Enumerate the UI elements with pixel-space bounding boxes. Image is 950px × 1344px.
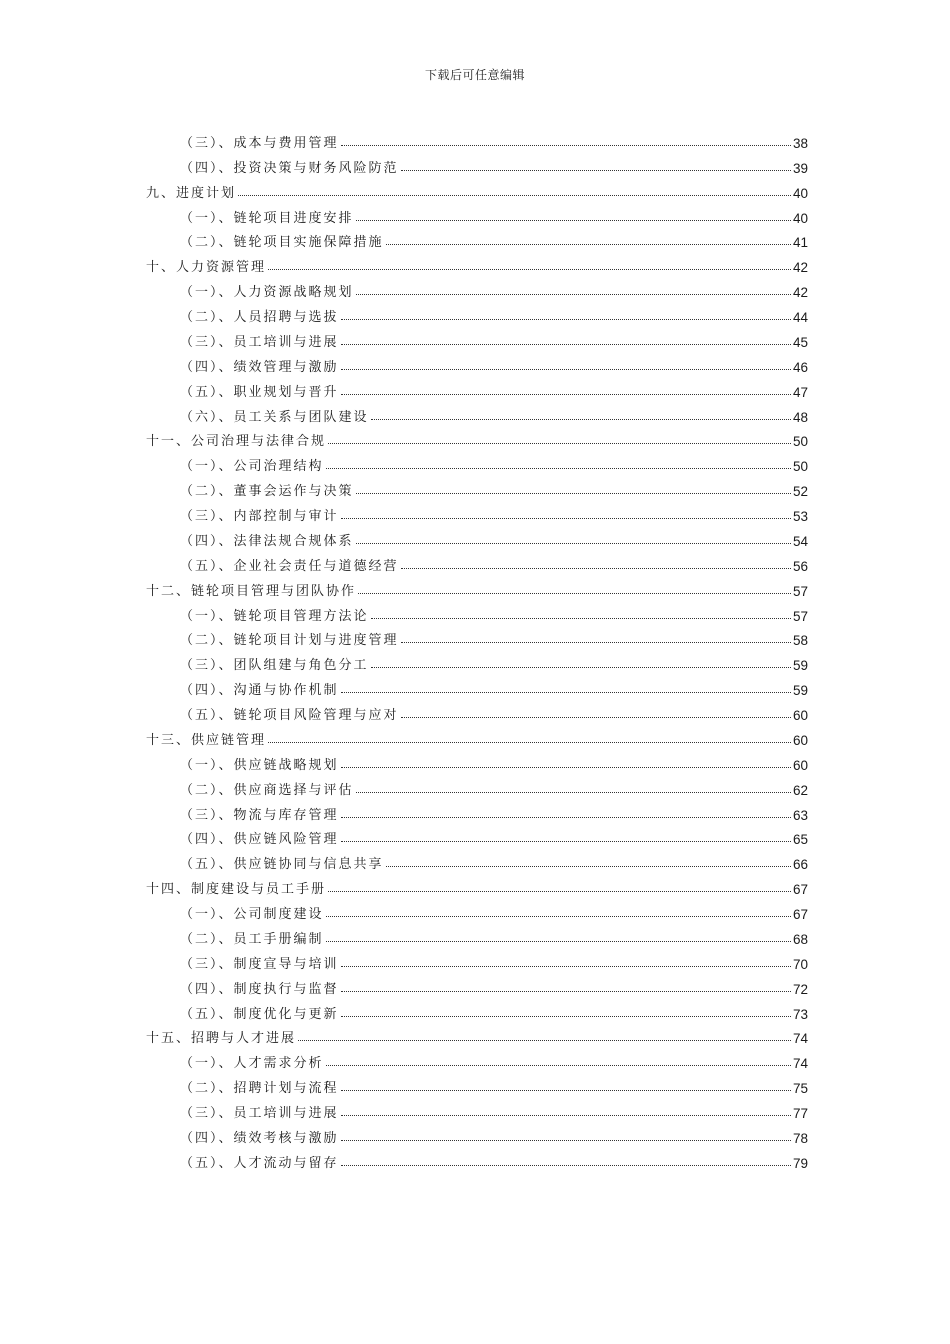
toc-page-number: 39 bbox=[792, 160, 808, 176]
toc-entry-title: 十二、链轮项目管理与团队协作 bbox=[146, 583, 357, 599]
table-of-contents bbox=[146, 126, 808, 1171]
toc-page-number: 74 bbox=[792, 1031, 808, 1047]
toc-section-entry[interactable] bbox=[146, 773, 808, 798]
toc-section-entry[interactable] bbox=[146, 922, 808, 947]
toc-entry-title: （五）、人才流动与留存 bbox=[180, 1155, 339, 1171]
toc-page-number: 40 bbox=[792, 210, 808, 226]
toc-page-number: 42 bbox=[792, 285, 808, 301]
toc-entry-title: （四）、法律法规合规体系 bbox=[180, 533, 354, 549]
toc-chapter-entry[interactable] bbox=[146, 425, 808, 450]
dot-leader bbox=[401, 169, 791, 171]
dot-leader bbox=[358, 592, 791, 594]
toc-page-number: 68 bbox=[792, 931, 808, 947]
toc-entry-title: 十三、供应链管理 bbox=[146, 732, 267, 748]
toc-page-number: 63 bbox=[792, 807, 808, 823]
toc-page-number: 58 bbox=[792, 633, 808, 649]
toc-section-entry[interactable] bbox=[146, 997, 808, 1022]
toc-page-number: 57 bbox=[792, 583, 808, 599]
toc-section-entry[interactable] bbox=[146, 350, 808, 375]
toc-entry-title: （一）、公司治理结构 bbox=[180, 459, 324, 475]
toc-page-number: 44 bbox=[792, 310, 808, 325]
toc-section-entry[interactable] bbox=[146, 549, 808, 574]
toc-page-number: 52 bbox=[792, 484, 808, 500]
toc-entry-title: （二）、人员招聘与选拔 bbox=[180, 310, 339, 325]
dot-leader bbox=[326, 1064, 791, 1066]
toc-entry-title: （一）、公司制度建设 bbox=[180, 907, 324, 922]
toc-page-number: 70 bbox=[792, 956, 808, 972]
toc-page-number: 54 bbox=[792, 533, 808, 549]
toc-entry-title: （五）、链轮项目风险管理与应对 bbox=[180, 708, 399, 723]
toc-section-entry[interactable] bbox=[146, 624, 808, 649]
toc-entry-title: （四）、制度执行与监督 bbox=[180, 981, 339, 997]
dot-leader bbox=[268, 268, 791, 270]
dot-leader bbox=[341, 1015, 791, 1017]
toc-page-number: 62 bbox=[792, 782, 808, 798]
toc-page-number: 65 bbox=[792, 832, 808, 848]
toc-section-entry[interactable] bbox=[146, 897, 808, 922]
toc-entry-title: （四）、绩效管理与激励 bbox=[180, 359, 339, 375]
dot-leader bbox=[328, 442, 791, 444]
toc-section-entry[interactable] bbox=[146, 698, 808, 723]
dot-leader bbox=[401, 716, 791, 718]
toc-page-number: 48 bbox=[792, 409, 808, 425]
dot-leader bbox=[341, 691, 791, 693]
dot-leader bbox=[341, 965, 791, 967]
toc-entry-title: （三）、员工培训与进展 bbox=[180, 1106, 339, 1121]
dot-leader bbox=[341, 368, 791, 370]
toc-section-entry[interactable] bbox=[146, 798, 808, 823]
toc-entry-title: （一）、链轮项目管理方法论 bbox=[180, 608, 369, 624]
toc-page-number: 57 bbox=[792, 608, 808, 624]
toc-page-number: 78 bbox=[792, 1130, 808, 1146]
toc-section-entry[interactable] bbox=[146, 599, 808, 624]
toc-section-entry[interactable] bbox=[146, 748, 808, 773]
toc-page-number: 53 bbox=[792, 509, 808, 524]
dot-leader bbox=[341, 990, 791, 992]
toc-page-number: 45 bbox=[792, 334, 808, 350]
toc-page-number: 40 bbox=[792, 185, 808, 201]
dot-leader bbox=[298, 1039, 791, 1041]
toc-section-entry[interactable] bbox=[146, 226, 808, 251]
dot-leader bbox=[386, 243, 791, 245]
dot-leader bbox=[371, 418, 791, 420]
toc-page-number: 66 bbox=[792, 857, 808, 873]
toc-chapter-entry[interactable] bbox=[146, 574, 808, 599]
toc-section-entry[interactable] bbox=[146, 375, 808, 400]
dot-leader bbox=[371, 617, 791, 619]
toc-entry-title: （六）、员工关系与团队建设 bbox=[180, 409, 369, 425]
toc-page-number: 60 bbox=[792, 757, 808, 773]
dot-leader bbox=[326, 940, 791, 942]
toc-entry-title: （四）、供应链风险管理 bbox=[180, 832, 339, 848]
toc-page-number: 46 bbox=[792, 359, 808, 375]
toc-section-entry[interactable] bbox=[146, 524, 808, 549]
toc-chapter-entry[interactable] bbox=[146, 872, 808, 897]
dot-leader bbox=[328, 890, 791, 892]
toc-page-number: 74 bbox=[792, 1056, 808, 1072]
toc-chapter-entry[interactable] bbox=[146, 1022, 808, 1047]
toc-page-number: 56 bbox=[792, 558, 808, 574]
toc-section-entry[interactable] bbox=[146, 201, 808, 226]
toc-entry-title: （三）、团队组建与角色分工 bbox=[180, 658, 369, 674]
toc-entry-title: （五）、职业规划与晋升 bbox=[180, 384, 339, 400]
toc-page-number: 72 bbox=[792, 981, 808, 997]
dot-leader bbox=[341, 318, 791, 320]
toc-entry-title: （三）、员工培训与进展 bbox=[180, 334, 339, 350]
dot-leader bbox=[356, 542, 791, 544]
toc-entry-title: （三）、内部控制与审计 bbox=[180, 509, 339, 524]
toc-section-entry[interactable] bbox=[146, 300, 808, 325]
toc-section-entry[interactable] bbox=[146, 1146, 808, 1171]
toc-entry-title: 十、人力资源管理 bbox=[146, 260, 267, 276]
dot-leader bbox=[341, 1139, 791, 1141]
toc-page-number: 41 bbox=[792, 235, 808, 251]
toc-entry-title: （一）、人才需求分析 bbox=[180, 1056, 324, 1072]
toc-entry-title: （二）、链轮项目计划与进度管理 bbox=[180, 633, 399, 649]
toc-section-entry[interactable] bbox=[146, 1096, 808, 1121]
toc-chapter-entry[interactable] bbox=[146, 250, 808, 275]
toc-section-entry[interactable] bbox=[146, 947, 808, 972]
toc-entry-title: （一）、人力资源战略规划 bbox=[180, 285, 354, 301]
dot-leader bbox=[356, 492, 791, 494]
dot-leader bbox=[326, 467, 791, 469]
toc-section-entry[interactable] bbox=[146, 400, 808, 425]
dot-leader bbox=[268, 741, 791, 743]
dot-leader bbox=[371, 666, 791, 668]
toc-entry-title: （三）、物流与库存管理 bbox=[180, 807, 339, 823]
toc-section-entry[interactable] bbox=[146, 823, 808, 848]
toc-entry-title: （一）、供应链战略规划 bbox=[180, 757, 339, 773]
toc-page-number: 75 bbox=[792, 1081, 808, 1097]
toc-entry-title: （二）、董事会运作与决策 bbox=[180, 484, 354, 500]
toc-entry-title: （二）、供应商选择与评估 bbox=[180, 782, 354, 798]
toc-page-number: 60 bbox=[792, 732, 808, 748]
toc-section-entry[interactable] bbox=[146, 325, 808, 350]
toc-section-entry[interactable] bbox=[146, 847, 808, 872]
dot-leader bbox=[356, 219, 791, 221]
dot-leader bbox=[341, 840, 791, 842]
dot-leader bbox=[341, 816, 791, 818]
toc-entry-title: （五）、制度优化与更新 bbox=[180, 1006, 339, 1022]
dot-leader bbox=[356, 293, 791, 295]
dot-leader bbox=[356, 791, 791, 793]
page-header: 下载后可任意编辑 bbox=[424, 68, 525, 82]
toc-section-entry[interactable] bbox=[146, 126, 808, 151]
dot-leader bbox=[341, 393, 791, 395]
dot-leader bbox=[341, 1089, 791, 1091]
toc-page-number: 67 bbox=[792, 882, 808, 898]
toc-entry-title: （五）、供应链协同与信息共享 bbox=[180, 857, 384, 873]
dot-leader bbox=[401, 641, 791, 643]
toc-page-number: 67 bbox=[792, 907, 808, 922]
toc-entry-title: 十五、招聘与人才进展 bbox=[146, 1031, 297, 1047]
toc-page-number: 50 bbox=[792, 459, 808, 475]
dot-leader bbox=[326, 915, 791, 917]
dot-leader bbox=[341, 1114, 791, 1116]
dot-leader bbox=[341, 1164, 791, 1166]
toc-chapter-entry[interactable] bbox=[146, 723, 808, 748]
dot-leader bbox=[238, 194, 791, 196]
toc-entry-title: （二）、链轮项目实施保障措施 bbox=[180, 235, 384, 251]
toc-page-number: 60 bbox=[792, 708, 808, 723]
dot-leader bbox=[386, 865, 791, 867]
toc-section-entry[interactable] bbox=[146, 972, 808, 997]
toc-page-number: 59 bbox=[792, 683, 808, 699]
toc-entry-title: 九、进度计划 bbox=[146, 185, 237, 201]
dot-leader bbox=[341, 144, 791, 146]
toc-section-entry[interactable] bbox=[146, 151, 808, 176]
dot-leader bbox=[341, 766, 791, 768]
toc-entry-title: 十一、公司治理与法律合规 bbox=[146, 434, 327, 450]
toc-page-number: 38 bbox=[792, 135, 808, 151]
toc-entry-title: （四）、沟通与协作机制 bbox=[180, 683, 339, 699]
toc-page-number: 50 bbox=[792, 434, 808, 450]
toc-section-entry[interactable] bbox=[146, 1071, 808, 1096]
toc-entry-title: （四）、投资决策与财务风险防范 bbox=[180, 160, 399, 176]
toc-page-number: 59 bbox=[792, 658, 808, 674]
toc-entry-title: （三）、成本与费用管理 bbox=[180, 135, 339, 151]
toc-entry-title: 十四、制度建设与员工手册 bbox=[146, 882, 327, 898]
toc-page-number: 73 bbox=[792, 1006, 808, 1022]
toc-section-entry[interactable] bbox=[146, 474, 808, 499]
toc-page-number: 42 bbox=[792, 260, 808, 276]
toc-section-entry[interactable] bbox=[146, 449, 808, 474]
toc-page-number: 79 bbox=[792, 1155, 808, 1171]
toc-entry-title: （四）、绩效考核与激励 bbox=[180, 1130, 339, 1146]
toc-entry-title: （一）、链轮项目进度安排 bbox=[180, 210, 354, 226]
dot-leader bbox=[341, 517, 791, 519]
toc-section-entry[interactable] bbox=[146, 673, 808, 698]
toc-section-entry[interactable] bbox=[146, 1121, 808, 1146]
toc-section-entry[interactable] bbox=[146, 275, 808, 300]
toc-section-entry[interactable] bbox=[146, 1046, 808, 1071]
dot-leader bbox=[341, 343, 791, 345]
toc-entry-title: （五）、企业社会责任与道德经营 bbox=[180, 558, 399, 574]
toc-page-number: 47 bbox=[792, 384, 808, 400]
toc-chapter-entry[interactable] bbox=[146, 176, 808, 201]
toc-section-entry[interactable] bbox=[146, 648, 808, 673]
toc-page-number: 77 bbox=[792, 1106, 808, 1121]
dot-leader bbox=[401, 567, 791, 569]
toc-entry-title: （三）、制度宣导与培训 bbox=[180, 956, 339, 972]
toc-entry-title: （二）、员工手册编制 bbox=[180, 931, 324, 947]
toc-entry-title: （二）、招聘计划与流程 bbox=[180, 1081, 339, 1097]
toc-section-entry[interactable] bbox=[146, 499, 808, 524]
